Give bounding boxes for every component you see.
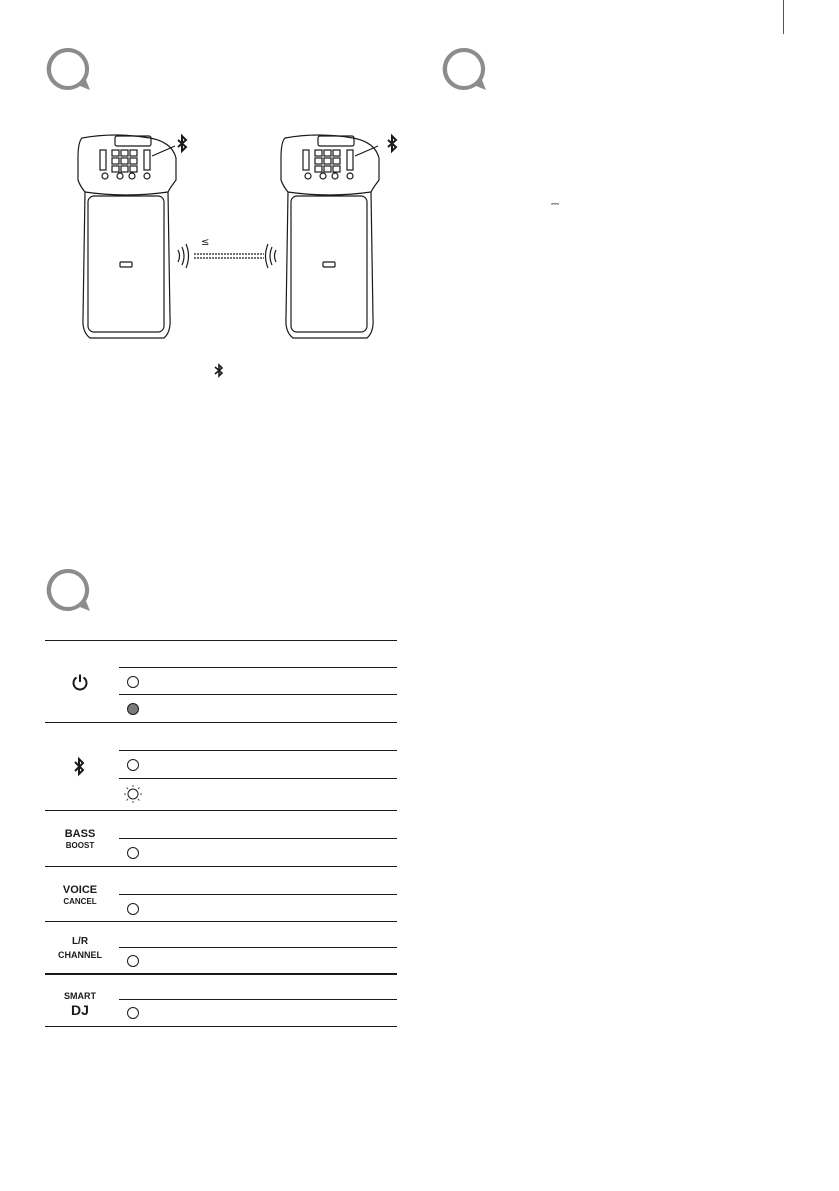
table-rule [119, 750, 397, 751]
table-rule [119, 838, 397, 839]
led-off-indicator [126, 902, 140, 916]
range-symbol: ≤ [201, 237, 210, 248]
led-solid-indicator [126, 702, 140, 716]
boost-label: BOOST [65, 841, 95, 850]
table-rule [45, 866, 397, 867]
table-rule [45, 973, 397, 975]
power-icon [71, 673, 89, 691]
led-off-indicator [126, 675, 140, 689]
led-flashing-indicator [123, 784, 143, 804]
table-rule [45, 1026, 397, 1027]
channel-label: CHANNEL [58, 950, 102, 960]
led-off-indicator [126, 954, 140, 968]
dj-label: DJ [71, 1002, 89, 1018]
table-rule [45, 810, 397, 811]
speech-bubble-icon [440, 46, 488, 94]
table-rule [119, 778, 397, 779]
right-speaker [281, 135, 379, 338]
speech-bubble-icon [44, 567, 92, 615]
dc-symbol: ⎓ [551, 199, 559, 210]
table-rule [119, 694, 397, 695]
led-off-indicator [126, 758, 140, 772]
table-rule [119, 894, 397, 895]
bass-label: BASS [64, 828, 96, 840]
left-speaker [78, 135, 176, 338]
table-rule [45, 640, 397, 641]
bluetooth-icon [213, 363, 225, 379]
bluetooth-icon [72, 757, 86, 777]
cancel-label: CANCEL [63, 897, 97, 906]
led-off-indicator [126, 846, 140, 860]
led-off-indicator [126, 1006, 140, 1020]
speaker-pairing-diagram [60, 128, 405, 343]
lr-label: L/R [71, 936, 89, 947]
table-rule [45, 722, 397, 723]
bluetooth-icon [178, 136, 186, 151]
table-rule [119, 667, 397, 668]
page-margin-rule [783, 0, 784, 34]
smart-label: SMART [64, 991, 96, 1001]
bluetooth-icon [388, 136, 396, 151]
table-rule [45, 921, 397, 922]
voice-label: VOICE [62, 884, 98, 896]
speech-bubble-icon [44, 46, 92, 94]
table-rule [119, 999, 397, 1000]
table-rule [119, 947, 397, 948]
